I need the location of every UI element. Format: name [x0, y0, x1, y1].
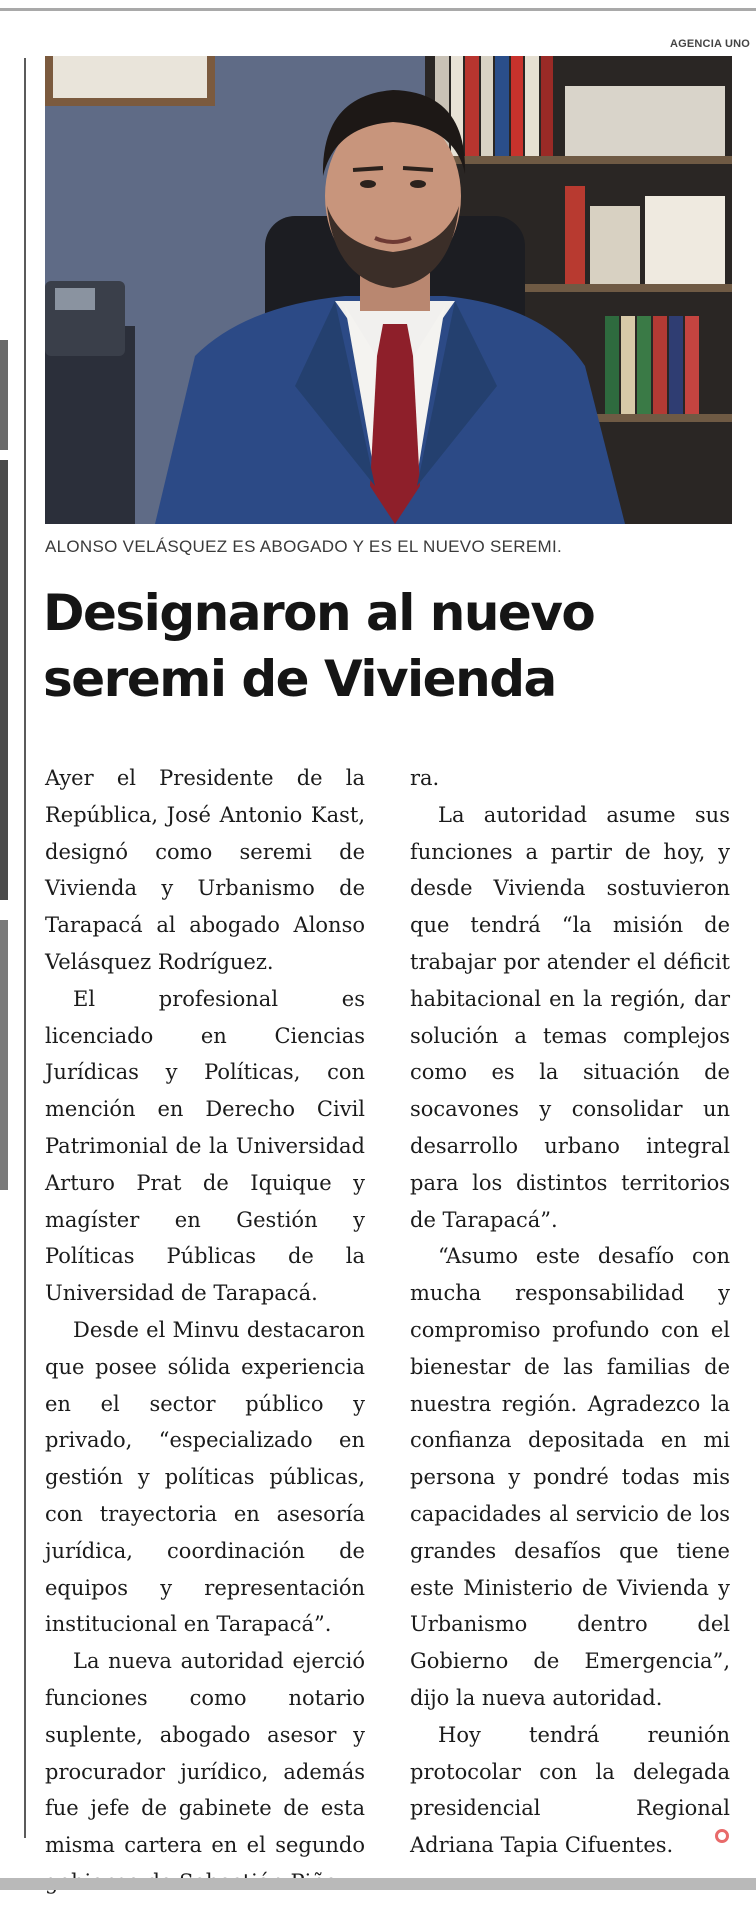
headline: Designaron al nuevo seremi de Vivienda	[43, 584, 595, 708]
adjacent-column-edge	[0, 40, 20, 1840]
paragraph: Ayer el Presidente de la República, José Antonio Kast, designó como seremi de Vivienda y Urbanismo de Tarapacá al abogado Alonso Velásquez Rodríguez.	[45, 766, 365, 974]
adjacent-photo-edge	[0, 340, 8, 450]
photo-credit: AGENCIA UNO	[669, 38, 750, 50]
adjacent-photo-edge	[0, 460, 8, 900]
photo-caption: ALONSO VELÁSQUEZ ES ABOGADO Y ES EL NUEVO SEREMI.	[45, 537, 562, 556]
article-column-1	[45, 760, 365, 1901]
column-divider	[24, 58, 26, 1838]
adjacent-photo-edge	[0, 920, 8, 1190]
bottom-rule	[0, 1878, 756, 1890]
article-end-icon	[715, 1829, 729, 1843]
paragraph: La nueva autoridad ejerció funciones como notario suplente, abogado asesor y procurador jurídico, además fue jefe de gabinete de esta misma cartera en el segundo	[45, 1649, 365, 1858]
paragraph: Desde el Minvu destacaron que posee sólida experiencia en el sector público y privado, “especializado en gestión y políticas públicas, con trayectoria en asesoría jurídica, coordinación de equipos y representación institucional en Tarapacá”.	[45, 1317, 365, 1637]
paragraph: “Asumo este desafío con mucha responsabilidad y compromiso profundo con el bienestar de las familias de nuestra región. Agradezco la confianza depositada en mi persona y pondré todas mis capacidades al servicio de los grandes desafíos que tiene este Ministerio de Vivienda y Urbanismo dentro del Gobierno de Emergencia”, dijo la nueva autoridad.	[410, 1244, 730, 1710]
paragraph: Hoy tendrá reunión protocolar con la delegada presidencial Regional Adriana Tapia Cifuentes.	[410, 1722, 730, 1858]
paragraph: La autoridad asume sus funciones a partir de hoy, y desde Vivienda sostuvieron que tendrá “la misión de trabajar por atender el déficit habitacional en la región, dar solución a temas complejos como es la situación de socavones y consolidar un desarrollo urbano integral para los distintos territorios de Tarapacá”.	[410, 802, 730, 1232]
article-column-2	[410, 760, 730, 1864]
paragraph: El profesional es licenciado en Ciencias Jurídicas y Políticas, con mención en Derecho Civil Patrimonial de la Universidad Arturo Prat de Iquique y magíster en Gestión y Políticas Públicas de la Universidad de Tarapacá.	[45, 986, 365, 1306]
portrait-photo	[45, 56, 732, 524]
top-rule	[0, 8, 756, 11]
paragraph: ra.	[410, 766, 440, 790]
portrait-illustration	[45, 56, 732, 524]
